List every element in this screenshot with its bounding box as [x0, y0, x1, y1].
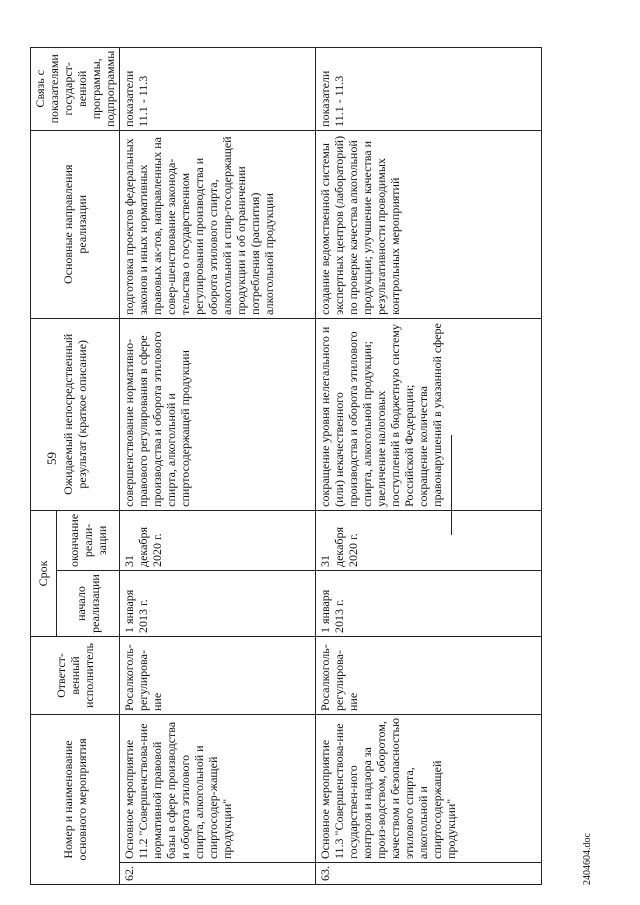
start-date: 1 января 2013 г. [316, 571, 542, 637]
row-number: 63. [316, 863, 542, 885]
measure-name: Основное мероприятие 11.3 "Совершенствова-ние государствен-ного контроля и надзора за произ-водством, оборотом, качеством и безопасностью этилового спирта, алкогольной и спиртосодержащей продукции" [316, 715, 542, 863]
header-number-name: Номер и наименование основного мероприятия [31, 715, 120, 885]
header-responsible: Ответст-венный исполнитель [31, 637, 120, 715]
link-cell: показатели 11.1 - 11.3 [316, 47, 542, 130]
start-date: 1 января 2013 г. [120, 571, 316, 637]
table-row [120, 47, 316, 884]
directions-cell: подготовка проектов федеральных законов и иных нормативных правовых ак-тов, направленных на совер-шенствование законода-тельства о государственном регулировании производства и оборота этилового спирта, алкогольной и спир-тосодержащей продукции и об ограничении потребления (распития) алкогольной продукции [120, 130, 316, 318]
end-date: 31 декабря 2020 г. [316, 510, 542, 570]
page-number: 59 [44, 452, 59, 465]
footer-file-code: 2404604.doc [582, 833, 593, 885]
header-term: Срок [31, 510, 57, 636]
directions-cell: создание ведомственной системы экспертных центров (лабораторий) по проверке качества алкогольной продукции; улучшение качества и результативности проводимых контрольных мероприятий [316, 130, 542, 318]
end-date: 31 декабря 2020 г. [120, 510, 316, 570]
measures-table [30, 47, 542, 885]
responsible-cell: Росалкоголь-регулирова-ние [316, 637, 542, 715]
header-end: окончание реали-зации [56, 510, 119, 570]
header-row-1 [31, 47, 57, 884]
row-number: 62. [120, 863, 316, 885]
header-start: начало реализации [56, 571, 119, 637]
header-expected-result: Ожидаемый непосредственный результат (краткое описание) [31, 318, 120, 510]
link-cell: показатели 11.1 - 11.3 [120, 47, 316, 130]
header-directions: Основные направления реализации [31, 130, 120, 318]
header-link: Связь с показателями государст-венной программы, подпрограммы [31, 47, 120, 130]
expected-result: совершенствование нормативно-правового регулирования в сфере производства и оборота этилового спирта, алкогольной и спиртосодержащей продукции [120, 318, 316, 510]
table-row [316, 47, 542, 884]
expected-result: сокращение уровня нелегального и (или) некачественного производства и оборота этилового спирта, алкогольной продукции; увеличение налоговых поступлений в бюджетную систему Российской Федерации; сокращение количества правонарушений в указанной сфере [316, 318, 542, 510]
measure-name: Основное мероприятие 11.2 "Совершенствова-ние нормативной правовой базы в сфере производства и оборота этилового спирта, алкогольной и спиртосодер-жащей продукции" [120, 715, 316, 863]
separator-line [451, 435, 452, 535]
responsible-cell: Росалкоголь-регулирова-ние [120, 637, 316, 715]
